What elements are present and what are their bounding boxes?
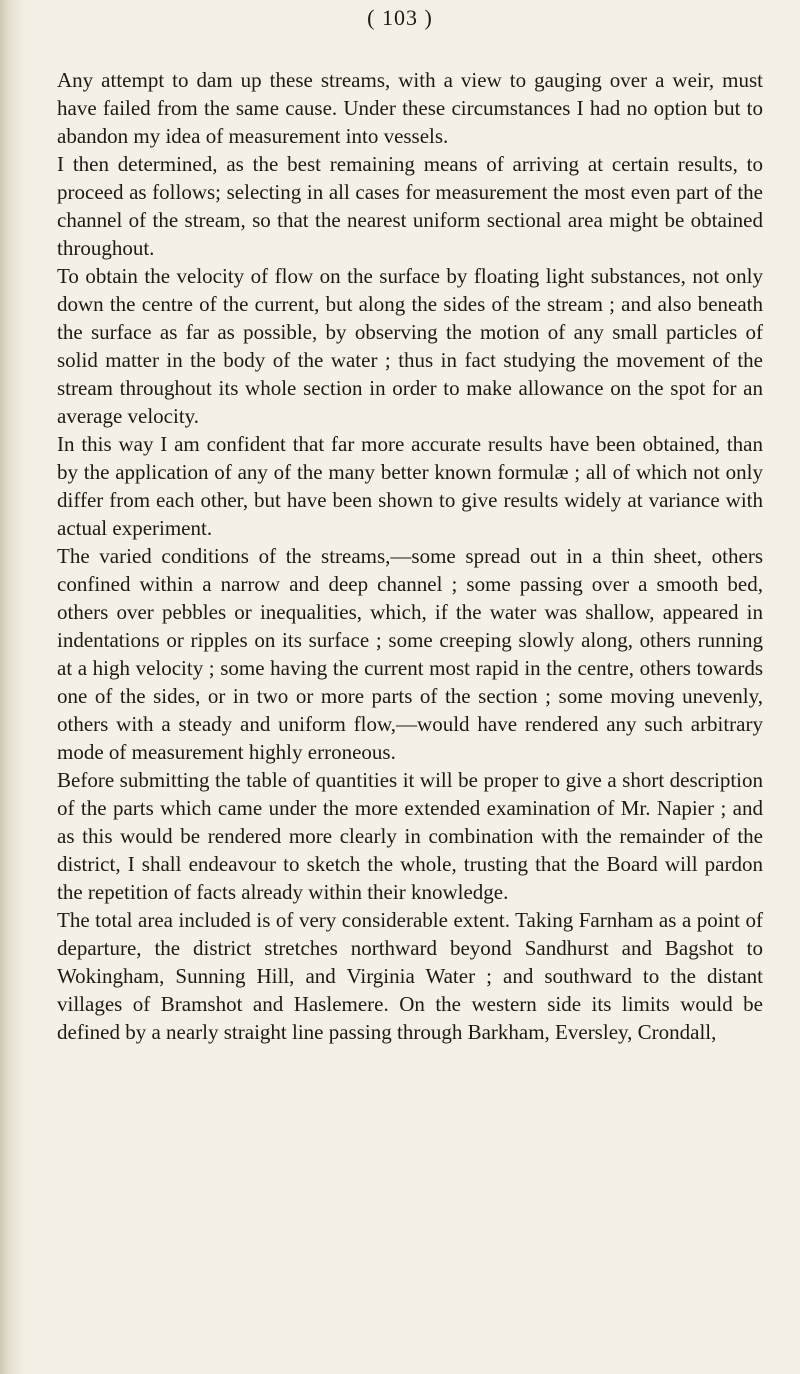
page-number: ( 103 ) bbox=[367, 5, 433, 30]
paragraph-table-introduction: Before submitting the table of quantities it will be proper to give a short description of the parts which came under the more extended examination of Mr. Napier ; and as this would be rendered more clearly in combination with the remainder of the district, I shall endeavour to sketch the whole, trusting that the Board will pardon the repetition of facts already within their knowledge. bbox=[57, 768, 763, 904]
paragraph-accuracy-claim: In this way I am confident that far more accurate results have been obtained, than by the application of any of the many better known formulæ ; all of which not only differ from each other, but have been shown to give results widely at variance with actual experiment. bbox=[57, 432, 763, 540]
paragraph-stream-conditions: The varied conditions of the streams,—some spread out in a thin sheet, others confined within a narrow and deep channel ; some passing over a smooth bed, others over pebbles or inequalities, which, if the water was shallow, appeared in indentations or ripples on its surface ; some creeping slowly along, others running at a high velocity ; some having the current most rapid in the centre, others towards one of the sides, or in two or more parts of the section ; some moving unevenly, others with a steady and uniform flow,—would have rendered any such arbitrary mode of measurement highly erroneous. bbox=[57, 544, 763, 764]
paragraph-weir-attempt: Any attempt to dam up these streams, with a view to gauging over a weir, must have failed from the same cause. Under these circumstances I had no option but to abandon my idea of measurement into vessels. bbox=[57, 68, 763, 148]
paragraph-measurement-method: I then determined, as the best remaining means of arriving at certain results, to proceed as follows; selecting in all cases for measurement the most even part of the channel of the stream, so that the nearest uniform sectional area might be obtained throughout. bbox=[57, 152, 763, 260]
paragraph-velocity-observation: To obtain the velocity of flow on the surface by floating light substances, not only down the centre of the current, but along the sides of the stream ; and also beneath the surface as far as possible, by observing the motion of any small particles of solid matter in the body of the water ; thus in fact studying the movement of the stream throughout its whole section in order to make allowance on the spot for an average velocity. bbox=[57, 264, 763, 428]
body-text bbox=[57, 66, 763, 1046]
paragraph-district-area: The total area included is of very considerable extent. Taking Farnham as a point of departure, the district stretches northward beyond Sandhurst and Bagshot to Wokingham, Sunning Hill, and Virginia Water ; and southward to the distant villages of Bramshot and Haslemere. On the western side its limits would be defined by a nearly straight line passing through Barkham, Eversley, Crondall, bbox=[57, 908, 763, 1044]
